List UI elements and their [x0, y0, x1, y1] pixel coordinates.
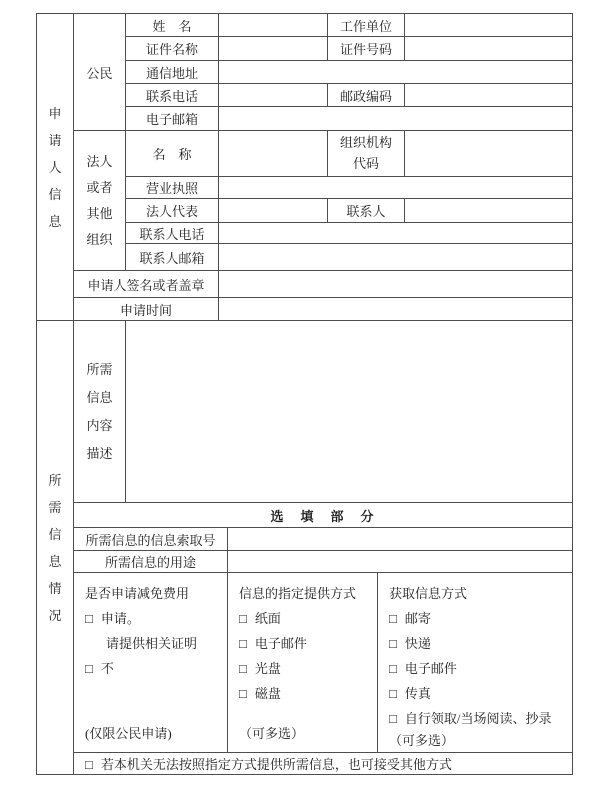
org-code-label: 组织机构代码: [328, 131, 405, 177]
work-unit-input[interactable]: [405, 14, 573, 37]
fee-waiver-option-apply[interactable]: □ 申请。: [85, 606, 221, 631]
contact-email-label: 联系人邮箱: [126, 244, 219, 271]
application-form: [36, 13, 572, 775]
apply-time-input[interactable]: [219, 298, 573, 321]
org-name-input[interactable]: [219, 131, 328, 177]
index-no-label: 所需信息的信息索取号: [74, 528, 228, 551]
purpose-input[interactable]: [228, 551, 573, 573]
cert-no-label: 证件号码: [328, 37, 405, 61]
org-code-input[interactable]: [405, 131, 573, 177]
checkbox-icon[interactable]: □: [389, 686, 397, 701]
postcode-label: 邮政编码: [328, 84, 405, 107]
requested-info-table: [36, 320, 573, 775]
cert-name-input[interactable]: [219, 37, 328, 61]
optional-section-header: 选 填 部 分: [74, 503, 573, 528]
name-input[interactable]: [219, 14, 328, 37]
postcode-input[interactable]: [405, 84, 573, 107]
content-desc-input[interactable]: [126, 321, 573, 503]
org-group-label: 法人或者其他组织: [74, 131, 126, 271]
applicant-section-side-label: 申请人信息: [37, 14, 74, 321]
cert-no-input[interactable]: [405, 37, 573, 61]
license-label: 营业执照: [126, 177, 219, 199]
license-input[interactable]: [219, 177, 573, 199]
checkbox-icon[interactable]: □: [389, 711, 397, 726]
signature-input[interactable]: [219, 271, 573, 298]
provide-method-option[interactable]: □ 磁盘: [239, 681, 371, 706]
work-unit-label: 工作单位: [328, 14, 405, 37]
checkbox-icon[interactable]: □: [85, 661, 93, 676]
cert-name-label: 证件名称: [126, 37, 219, 61]
requested-section-side-label: 所需信息情况: [37, 321, 74, 775]
legal-rep-label: 法人代表: [126, 199, 219, 223]
provide-method-option[interactable]: □ 电子邮件: [239, 631, 371, 656]
email-label: 电子邮箱: [126, 107, 219, 131]
email-input[interactable]: [219, 107, 573, 131]
org-name-label: 名 称: [126, 131, 219, 177]
address-label: 通信地址: [126, 61, 219, 84]
index-no-input[interactable]: [228, 528, 573, 551]
obtain-method-option[interactable]: □ 邮寄: [389, 606, 566, 631]
checkbox-icon[interactable]: □: [85, 611, 93, 626]
obtain-method-option[interactable]: □ 自行领取/当场阅读、抄录: [389, 706, 566, 731]
checkbox-icon[interactable]: □: [239, 611, 247, 626]
checkbox-icon[interactable]: □: [389, 661, 397, 676]
phone-label: 联系电话: [126, 84, 219, 107]
provide-method-cell: [228, 573, 378, 753]
fee-waiver-apply-extra: 请提供相关证明: [106, 636, 198, 651]
checkbox-icon[interactable]: □: [389, 611, 397, 626]
contact-input[interactable]: [405, 199, 573, 223]
purpose-label: 所需信息的用途: [74, 551, 228, 573]
content-desc-label: 所需信息内容描述: [74, 321, 126, 503]
obtain-method-cell: [378, 573, 573, 753]
fee-waiver-cell: [74, 573, 228, 753]
apply-time-label: 申请时间: [74, 298, 219, 321]
name-label: 姓 名: [126, 14, 219, 37]
contact-email-input[interactable]: [219, 244, 573, 271]
provide-method-title: 信息的指定提供方式: [239, 586, 357, 601]
address-input[interactable]: [219, 61, 573, 84]
fee-waiver-note: (仅限公民申请): [85, 726, 172, 741]
obtain-method-title: 获取信息方式: [389, 586, 468, 601]
contact-phone-label: 联系人电话: [126, 223, 219, 244]
provide-method-note: （可多选）: [239, 726, 305, 741]
checkbox-icon[interactable]: □: [239, 636, 247, 651]
fallback-option-row[interactable]: [74, 753, 573, 775]
fee-waiver-option-no[interactable]: □ 不: [85, 656, 221, 681]
phone-input[interactable]: [219, 84, 328, 107]
applicant-info-table: [36, 13, 573, 321]
fallback-note: 若本机关无法按照指定方式提供所需信息，也可接受其他方式: [100, 757, 452, 772]
obtain-method-option[interactable]: □ 快递: [389, 631, 566, 656]
obtain-method-note: （可多选）: [389, 733, 455, 748]
checkbox-icon[interactable]: □: [85, 757, 93, 772]
citizen-group-label: 公民: [74, 14, 126, 131]
signature-label: 申请人签名或者盖章: [74, 271, 219, 298]
checkbox-icon[interactable]: □: [239, 661, 247, 676]
checkbox-icon[interactable]: □: [239, 686, 247, 701]
provide-method-option[interactable]: □ 纸面: [239, 606, 371, 631]
obtain-method-option[interactable]: □ 传真: [389, 681, 566, 706]
legal-rep-input[interactable]: [219, 199, 328, 223]
obtain-method-option[interactable]: □ 电子邮件: [389, 656, 566, 681]
fee-waiver-title: 是否申请减免费用: [85, 586, 190, 601]
provide-method-option[interactable]: □ 光盘: [239, 656, 371, 681]
checkbox-icon[interactable]: □: [389, 636, 397, 651]
contact-label: 联系人: [328, 199, 405, 223]
contact-phone-input[interactable]: [219, 223, 573, 244]
